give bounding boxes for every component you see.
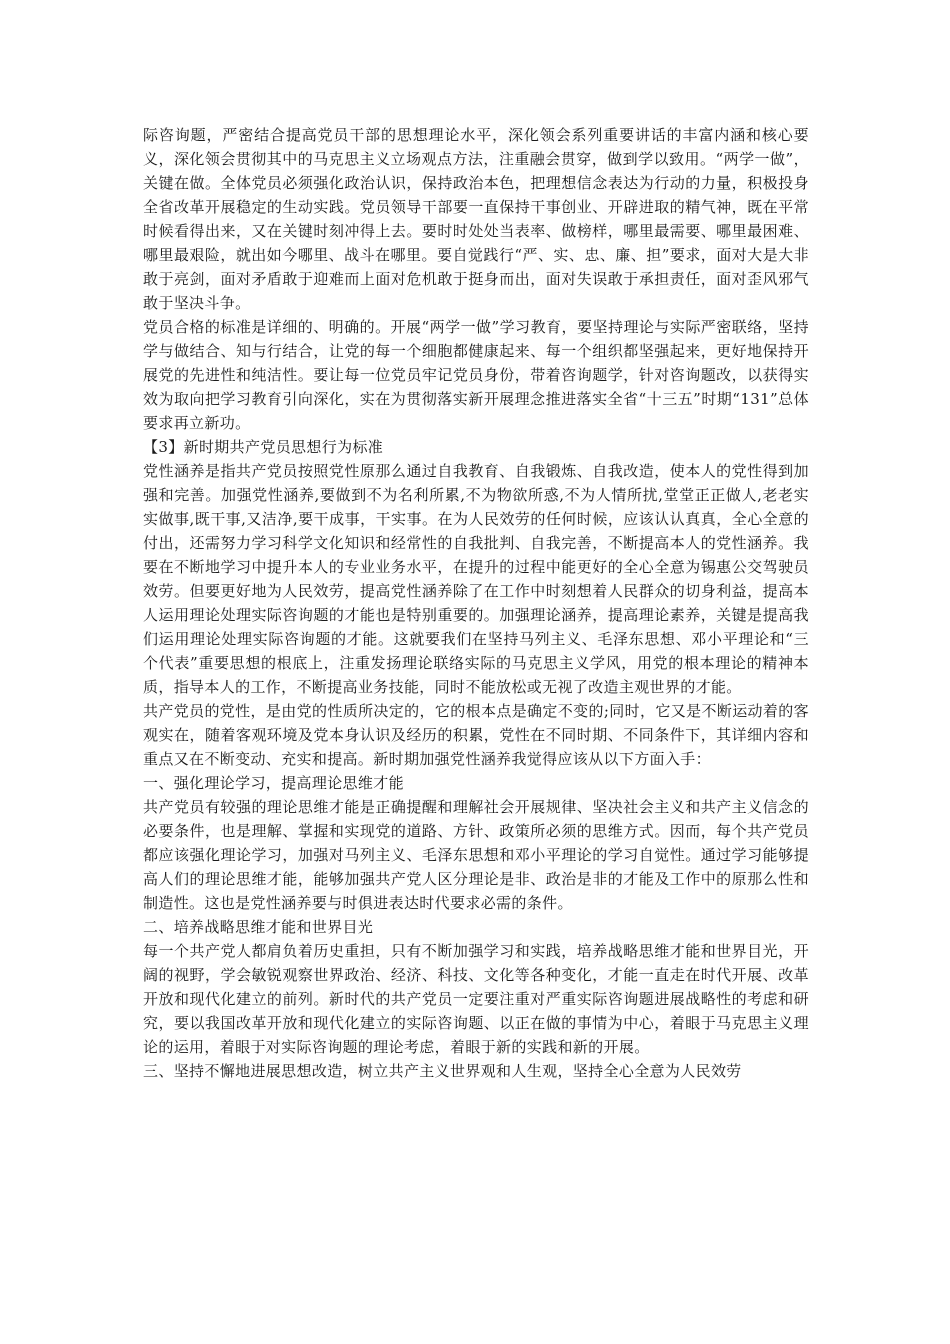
section-heading-3: 【3】新时期共产党员思想行为标准 [143, 438, 384, 456]
document-page [143, 123, 809, 1083]
paragraph-strategic-thinking: 每一个共产党人都肩负着历史重担，只有不断加强学习和实践，培养战略思维才能和世界目光，开阔的视野，学会敏锐观察世界政治、经济、科技、文化等各种变化，才能一直走在时代开展、改革开放和现代化建立的前列。新时代的共产党员一定要注重对严重实际咨询题进展战略性的考虑和研究，要以我国改革开放和现代化建立的实际咨询题、以正在做的事情为中心，着眼于马克思主义理论的运用，着眼于对实际咨询题的理论考虑，着眼于新的实践和新的开展。 [143, 942, 809, 1056]
paragraph-party-cultivation: 党性涵养是指共产党员按照党性原那么通过自我教育、自我锻炼、自我改造，使本人的党性得到加强和完善。加强党性涵养,要做到不为名利所累,不为物欲所惑,不为人情所扰,堂堂正正做人,老老实实做事,既干事,又洁净,要干成事，干实事。在为人民效劳的任何时候，应该认认真真，全心全意的付出，还需努力学习科学文化知识和经常性的自我批判、自我完善，不断提高本人的党性涵养。我要在不断地学习中提升本人的专业业务水平，在提升的过程中能更好的全心全意为锡惠公交驾驶员效劳。但要更好地为人民效劳，提高党性涵养除了在工作中时刻想着人民群众的切身利益，提高本人运用理论处理实际咨询题的才能也是特别重要的。加强理论涵养，提高理论素养，关键是提高我们运用理论处理实际咨询题的才能。这就要我们在坚持马列主义、毛泽东思想、邓小平理论和“三个代表”重要思想的根底上，注重发扬理论联络实际的马克思主义学风，用党的根本理论的精神本质，指导本人的工作，不断提高业务技能，同时不能放松或无视了改造主观世界的才能。 [143, 462, 809, 696]
paragraph-two-learn-one-do: 际咨询题，严密结合提高党员干部的思想理论水平，深化领会系列重要讲话的丰富内涵和核心要义，深化领会贯彻其中的马克思主义立场观点方法，注重融会贯穿，做到学以致用。“两学一做”，关键在做。全体党员必须强化政治认识，保持政治本色，把理想信念表达为行动的力量，积极投身全省改革开展稳定的生动实践。党员领导干部要一直保持干事创业、开辟进取的精气神，既在平常时候看得出来，又在关键时刻冲得上去。要时时处处当表率、做榜样，哪里最需要、哪里最困难、哪里最艰险，就出如今哪里、战斗在哪里。要自觉践行“严、实、忠、廉、担”要求，面对大是大非敢于亮剑，面对矛盾敢于迎难而上面对危机敢于挺身而出，面对失误敢于承担责任，面对歪风邪气敢于坚决斗争。 [143, 126, 809, 312]
paragraph-party-nature: 共产党员的党性，是由党的性质所决定的，它的根本点是确定不变的;同时，它又是不断运动着的客观实在，随着客观环境及党本身认识及经历的积累，党性在不同时期、不同条件下，其详细内容和重点又在不断变动、充实和提高。新时期加强党性涵养我觉得应该从以下方面入手： [143, 702, 809, 768]
paragraph-party-member-standard: 党员合格的标准是详细的、明确的。开展“两学一做”学习教育，要坚持理论与实际严密联络，坚持学与做结合、知与行结合，让党的每一个细胞都健康起来、每一个组织都坚强起来，更好地保持开展党的先进性和纯洁性。要让每一位党员牢记党员身份，带着咨询题学，针对咨询题改，以获得实效为取向把学习教育引向深化，实在为贯彻落实新开展理念推进落实全省“十三五”时期“131”总体要求再立新功。 [143, 318, 809, 432]
paragraph-theory-study: 共产党员有较强的理论思维才能是正确提醒和理解社会开展规律、坚决社会主义和共产主义信念的必要条件，也是理解、掌握和实现党的道路、方针、政策所必须的思维方式。因而，每个共产党员都应该强化理论学习，加强对马列主义、毛泽东思想和邓小平理论的学习自觉性。通过学习能够提高人们的理论思维才能，能够加强共产党人区分理论是非、政治是非的才能及工作中的原那么性和制造性。这也是党性涵养要与时俱进表达时代要求必需的条件。 [143, 798, 809, 912]
subheading-strategic-thinking: 二、培养战略思维才能和世界目光 [143, 918, 374, 936]
subheading-theory-study: 一、强化理论学习，提高理论思维才能 [143, 774, 404, 792]
subheading-thought-reform: 三、坚持不懈地进展思想改造，树立共产主义世界观和人生观，坚持全心全意为人民效劳 [143, 1062, 742, 1080]
